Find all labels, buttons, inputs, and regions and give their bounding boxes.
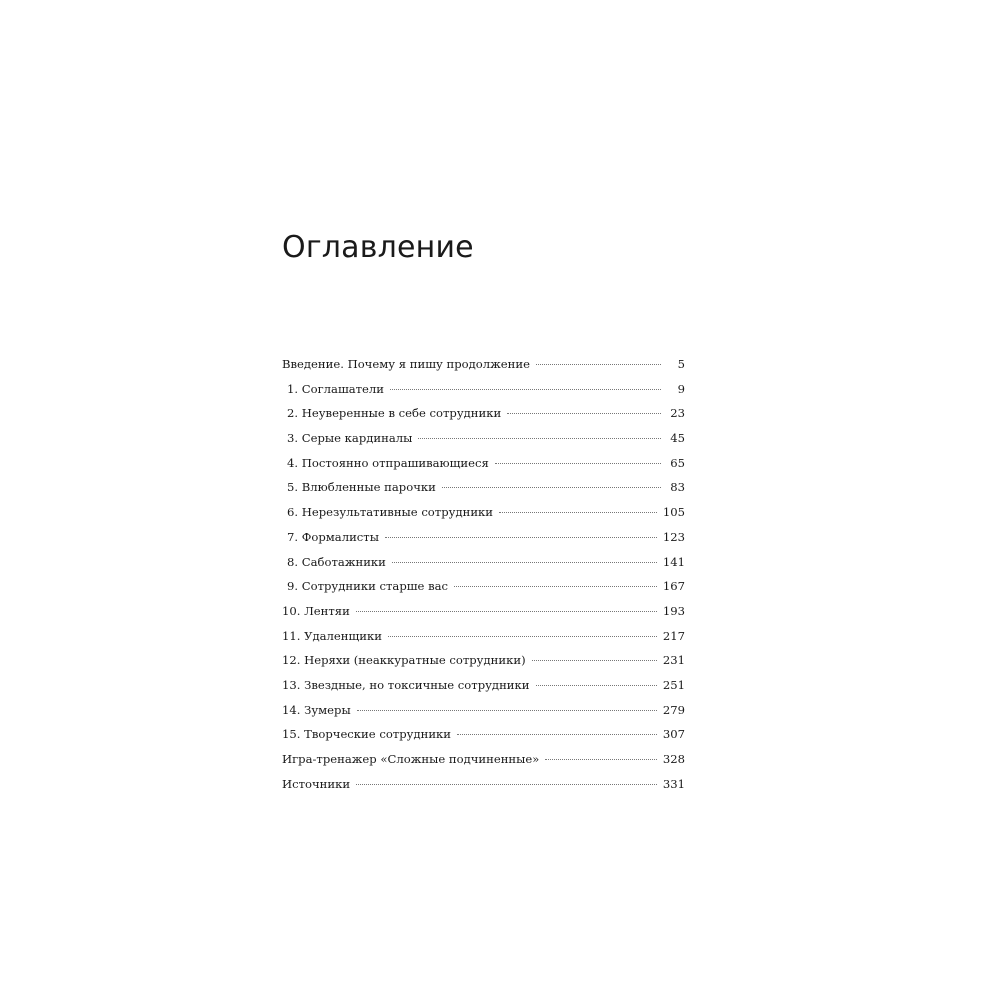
toc-entry[interactable]: [282, 500, 685, 525]
toc-entry-label: 3. Серые кардиналы: [287, 431, 413, 446]
dot-leader: [499, 512, 657, 513]
toc-entry-page: 5: [677, 357, 685, 371]
page-title: Оглавление: [282, 230, 474, 265]
toc-entry-label: 14. Зумеры: [282, 702, 351, 717]
toc-entry-label: 2. Неуверенные в себе сотрудники: [287, 406, 502, 421]
toc-entry[interactable]: [282, 525, 685, 550]
dot-leader: [385, 537, 657, 538]
dot-leader: [507, 413, 661, 414]
toc-entry[interactable]: [282, 401, 685, 426]
toc-entry[interactable]: [282, 624, 685, 649]
toc-entry-page: 251: [662, 677, 685, 692]
toc-entry-label: 7. Формалисты: [287, 529, 379, 544]
toc-entry-label: 5. Влюбленные парочки: [287, 480, 436, 495]
toc-entry-label: 4. Постоянно отпрашивающиеся: [287, 455, 489, 470]
toc-entry-label: 8. Саботажники: [287, 554, 386, 569]
toc-entry-page: 279: [662, 702, 685, 717]
toc-entry-label: Введение. Почему я пишу продолжение: [282, 357, 530, 371]
toc-entry-label: 9. Сотрудники старше вас: [287, 579, 449, 594]
dot-leader: [418, 438, 661, 439]
toc-entry[interactable]: [282, 599, 685, 624]
toc-entry[interactable]: [282, 352, 685, 377]
toc-entry-page: 105: [662, 505, 685, 520]
dot-leader: [545, 759, 657, 760]
toc-entry-label: 11. Удаленщики: [282, 628, 382, 643]
toc-entry[interactable]: [282, 698, 685, 723]
toc-entry-page: 307: [662, 727, 685, 742]
dot-leader: [454, 586, 657, 587]
toc-entry-page: 23: [670, 406, 685, 421]
toc-entry-page: 83: [670, 480, 685, 495]
toc-entry-label: 6. Нерезультативные сотрудники: [287, 505, 494, 520]
toc-entry-page: 123: [662, 529, 685, 544]
dot-leader: [392, 562, 657, 563]
toc-entry[interactable]: [282, 722, 685, 747]
dot-leader: [356, 784, 657, 785]
toc-entry[interactable]: [282, 426, 685, 451]
dot-leader: [390, 389, 661, 390]
toc-entry-label: Игра-тренажер «Сложные подчиненные»: [282, 752, 540, 766]
toc-entry[interactable]: [282, 550, 685, 575]
toc-entry-label: Источники: [282, 776, 351, 791]
toc-entry[interactable]: [282, 772, 685, 797]
toc-entry-page: 45: [670, 431, 685, 446]
dot-leader: [495, 463, 661, 464]
toc-entry-page: 328: [662, 752, 685, 766]
toc-entry-page: 231: [662, 653, 685, 668]
toc-entry[interactable]: [282, 574, 685, 599]
dot-leader: [536, 685, 657, 686]
dot-leader: [532, 660, 657, 661]
toc-entry[interactable]: [282, 377, 685, 402]
toc-entry-label: 10. Лентяи: [282, 603, 350, 618]
toc-entry-page: 167: [662, 579, 685, 594]
toc-entry[interactable]: [282, 451, 685, 476]
toc-entry-label: 13. Звездные, но токсичные сотрудники: [282, 677, 530, 692]
toc-entry[interactable]: [282, 673, 685, 698]
dot-leader: [357, 710, 657, 711]
toc-entry-page: 9: [677, 381, 685, 396]
toc-entry-page: 65: [670, 455, 685, 470]
dot-leader: [388, 636, 657, 637]
toc-entry[interactable]: [282, 648, 685, 673]
table-of-contents: [282, 352, 685, 796]
toc-entry-label: 15. Творческие сотрудники: [282, 727, 452, 742]
toc-entry-page: 141: [662, 554, 685, 569]
dot-leader: [356, 611, 657, 612]
toc-entry-label: 12. Неряхи (неаккуратные сотрудники): [282, 653, 526, 668]
dot-leader: [457, 734, 657, 735]
dot-leader: [442, 487, 661, 488]
dot-leader: [536, 364, 661, 365]
toc-entry[interactable]: [282, 747, 685, 772]
toc-entry-page: 331: [662, 776, 685, 791]
toc-entry-page: 217: [662, 628, 685, 643]
toc-entry-label: 1. Соглашатели: [287, 381, 385, 396]
toc-entry-page: 193: [662, 603, 685, 618]
toc-entry[interactable]: [282, 475, 685, 500]
